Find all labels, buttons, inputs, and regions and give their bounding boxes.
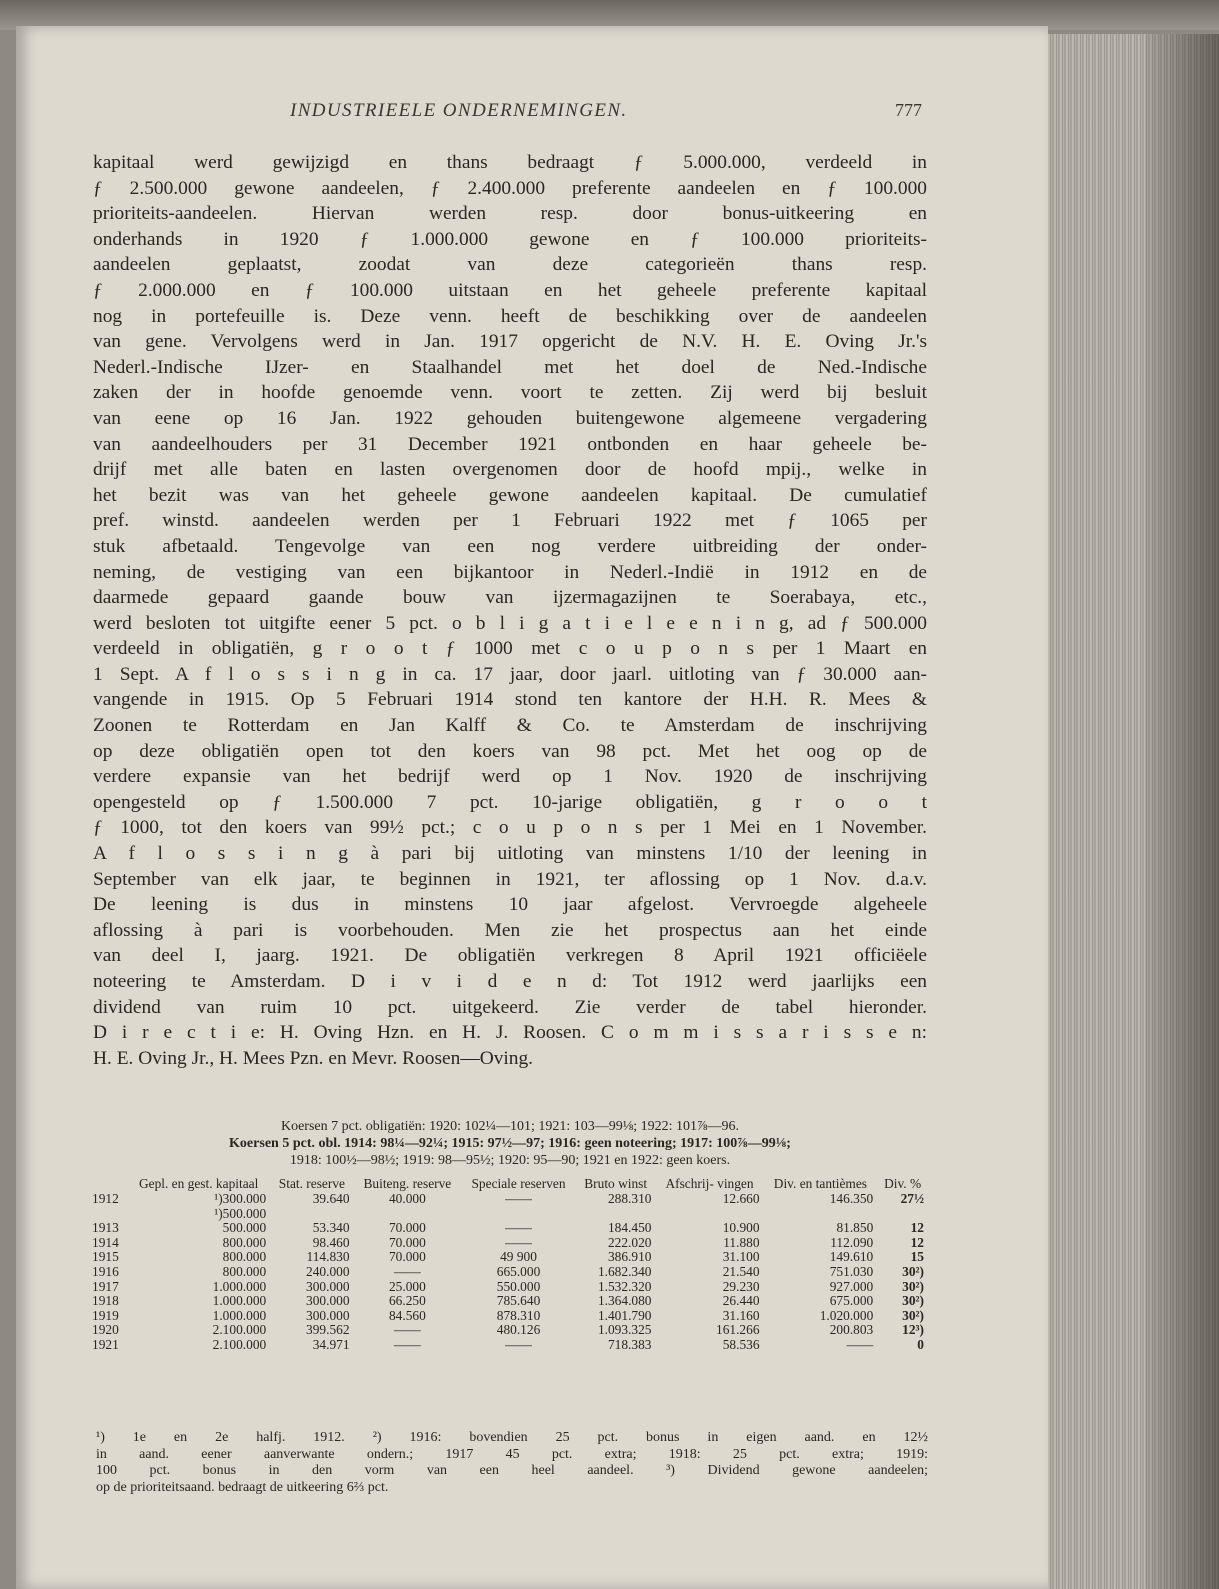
table-cell: ——: [505, 1234, 532, 1250]
text-line: dividend van ruim 10 pct. uitgekeerd. Zie verder de tabel hieronder.: [93, 996, 927, 1018]
footnote-line: 100 pct. bonus in den vorm van een heel aandeel. ³) Dividend gewone aandeelen;: [96, 1463, 928, 1478]
table-cell: 112.090: [830, 1234, 874, 1250]
text-line: van eene op 16 Jan. 1922 gehouden buitengewone algemeene vergadering: [93, 407, 927, 429]
table-cell: 29.230: [722, 1278, 760, 1294]
table-row: [88, 1265, 928, 1280]
table-cell: 1.682.340: [597, 1263, 652, 1279]
table-row: [88, 1309, 928, 1324]
table-cell: 30²): [902, 1263, 924, 1279]
year-cell: [88, 1207, 127, 1222]
text-line: 1 Sept. A f l o s s i n g in ca. 17 jaar, door jaarl. uitloting van ƒ 30.000 aan-: [93, 663, 927, 685]
table-cell: 2.100.000: [212, 1336, 267, 1352]
table-cell: 240.000: [306, 1263, 350, 1279]
koersen-line: 1918: 100½—98½; 1919: 98—95½; 1920: 95—90; 1921 en 1922: geen koers.: [289, 1153, 731, 1168]
table-cell: 300.000: [306, 1307, 350, 1323]
footnote-line: op de prioriteitsaand. bedraagt de uitkeering 6⅔ pct.: [96, 1479, 389, 1495]
text-line: drijf met alle baten en lasten overgenomen door de hoofd mpij., welke in: [93, 459, 927, 481]
year-cell: 1912: [92, 1191, 119, 1206]
table-cell: 81.850: [836, 1220, 874, 1236]
table-cell: [270, 1207, 353, 1222]
running-head: INDUSTRIEELE ONDERNEMINGEN.: [290, 100, 628, 121]
table-cell: 1.020.000: [819, 1307, 874, 1323]
year-cell: 1921: [92, 1336, 119, 1352]
table-cell: 39.640: [312, 1191, 350, 1206]
text-line: zaken der in hoofde genoemde venn. voort te zetten. Zij werd bij besluit: [93, 382, 927, 404]
table-cell: 399.562: [306, 1322, 350, 1338]
table-cell: [576, 1207, 656, 1222]
text-line: werd besloten tot uitgifte eener 5 pct. o b l i g a t i e l e e n i n g, ad ƒ 500.000: [93, 612, 927, 634]
table-cell: 2.100.000: [212, 1322, 267, 1338]
table-cell: 184.450: [607, 1220, 652, 1236]
footnote-line: ¹) 1e en 2e halfj. 1912. ²) 1916: bovendien 25 pct. bonus in eigen aand. en 12½: [96, 1430, 928, 1445]
text-line: kapitaal werd gewijzigd en thans bedraagt ƒ 5.000.000, verdeeld in: [93, 152, 927, 173]
koersen-line: Koersen 5 pct. obl. 1914: 98¼—92¼; 1915: 97½—97; 1916: geen noteering; 1917: 100⅞—99⅛;: [229, 1136, 791, 1151]
table-cell: 58.536: [722, 1336, 760, 1352]
table-cell: ¹)300.000: [214, 1191, 267, 1206]
text-line: verdeeld in obligatiën, g r o o t ƒ 1000 met c o u p o n s per 1 Maart en: [93, 638, 927, 660]
table-cell: 21.540: [722, 1263, 760, 1279]
text-line: op deze obligatiën open tot den koers van 98 pct. Met het oog op de: [93, 740, 927, 762]
table-cell: 25.000: [388, 1278, 426, 1294]
table-cell: ——: [505, 1220, 532, 1236]
table-cell: 98.460: [312, 1234, 350, 1250]
text-line: van gene. Vervolgens werd in Jan. 1917 opgericht de N.V. H. E. Oving Jr.'s: [93, 331, 927, 353]
table-cell: [656, 1207, 764, 1222]
table-cell: 665.000: [496, 1263, 541, 1279]
table-cell: ——: [505, 1191, 532, 1206]
koersen-line: Koersen 7 pct. obligatiën: 1920: 102¼—101; 1921: 103—99⅛; 1922: 101⅞—96.: [280, 1119, 740, 1134]
table-cell: ——: [393, 1263, 421, 1279]
table-cell: 288.310: [607, 1191, 652, 1206]
column-header: Div. en tantièmes: [773, 1176, 867, 1191]
table-cell: 300.000: [306, 1278, 350, 1294]
table-cell: 1.093.325: [597, 1322, 652, 1338]
text-line: A f l o s s i n g à pari bij uitloting van minstens 1/10 der leening in: [93, 843, 927, 865]
table-cell: 70.000: [388, 1249, 426, 1265]
body-text: [93, 150, 927, 1071]
text-line: daarmede gepaard gaande bouw van ijzermagazijnen te Soerabaya, etc.,: [93, 587, 927, 609]
text-line: De leening is dus in minstens 10 jaar afgelost. Vervroegde algeheele: [93, 894, 927, 916]
table-cell: 800.000: [222, 1263, 267, 1279]
table-cell: 31.100: [722, 1249, 760, 1265]
table-cell: 222.020: [607, 1234, 652, 1250]
table-cell: 66.250: [388, 1293, 426, 1309]
table-row: [88, 1338, 928, 1353]
table-cell: 149.610: [829, 1249, 874, 1265]
table-cell: 878.310: [496, 1307, 541, 1323]
column-header: Bruto winst: [584, 1176, 648, 1191]
text-line: het bezit was van het geheele gewone aandeelen kapitaal. De cumulatief: [93, 484, 927, 506]
table-cell: 550.000: [496, 1278, 541, 1294]
table-row: [88, 1236, 928, 1251]
table-cell: ¹)500.000: [214, 1205, 267, 1221]
text-line: opengesteld op ƒ 1.500.000 7 pct. 10-jarige obligatiën, g r o o t: [93, 791, 927, 813]
koersen-block: [90, 1118, 930, 1169]
table-cell: 27½: [900, 1191, 924, 1206]
table-cell: 11.880: [723, 1234, 760, 1250]
table-cell: 1.000.000: [212, 1278, 267, 1294]
text-line: stuk afbetaald. Tengevolge van een nog verdere uitbreiding der onder-: [93, 535, 927, 557]
table-cell: 34.971: [312, 1336, 350, 1352]
text-line: ƒ 2.000.000 en ƒ 100.000 uitstaan en het geheele preferente kapitaal: [93, 279, 927, 301]
table-row: [88, 1280, 928, 1295]
table-cell: ——: [846, 1336, 874, 1352]
table-cell: 0: [917, 1336, 924, 1352]
table-cell: [354, 1207, 462, 1222]
year-cell: 1918: [92, 1293, 119, 1309]
text-line: ƒ 1000, tot den koers van 99½ pct.; c o u p o n s per 1 Mei en 1 November.: [93, 817, 927, 839]
table-cell: 30²): [902, 1278, 924, 1294]
table-cell: 12: [910, 1220, 924, 1236]
text-line: neming, de vestiging van een bijkantoor in Nederl.-Indië in 1912 en de: [93, 561, 927, 583]
table-cell: 500.000: [222, 1220, 267, 1236]
table-cell: 40.000: [388, 1191, 426, 1206]
text-line: nog in portefeuille is. Deze venn. heeft de beschikking over de aandeelen: [93, 305, 927, 327]
table-cell: 10.900: [722, 1220, 760, 1236]
table-cell: 70.000: [388, 1234, 426, 1250]
table-cell: 84.560: [388, 1307, 426, 1323]
table-cell: ——: [393, 1336, 421, 1352]
text-line: verdere expansie van het bedrijf werd op 1 Nov. 1920 de inschrijving: [93, 766, 927, 788]
year-cell: 1920: [92, 1322, 119, 1338]
table-cell: 30²): [902, 1293, 924, 1309]
text-line: noteering te Amsterdam. D i v i d e n d: Tot 1912 werd jaarlijks een: [93, 971, 927, 992]
table-cell: 30²): [902, 1307, 924, 1323]
table-cell: 53.340: [312, 1220, 350, 1236]
text-line: onderhands in 1920 ƒ 1.000.000 gewone en ƒ 100.000 prioriteits-: [93, 228, 927, 250]
table-cell: 1.000.000: [212, 1307, 267, 1323]
table-cell: 800.000: [222, 1249, 267, 1265]
dividend-table: [88, 1176, 928, 1353]
text-line: ƒ 2.500.000 gewone aandeelen, ƒ 2.400.000 preferente aandeelen en ƒ 100.000: [93, 177, 927, 199]
table-cell: 70.000: [388, 1220, 426, 1236]
table-cell: 12: [910, 1234, 924, 1250]
table-row: [88, 1207, 928, 1222]
table-cell: 1.532.320: [597, 1278, 652, 1294]
text-line: vangende in 1915. Op 5 Februari 1914 stond ten kantore der H.H. R. Mees &: [93, 689, 927, 711]
text-line: pref. winstd. aandeelen werden per 1 Februari 1922 met ƒ 1065 per: [93, 510, 927, 532]
table-cell: 114.830: [306, 1249, 350, 1265]
text-line: Zoonen te Rotterdam en Jan Kalff & Co. te Amsterdam de inschrijving: [93, 715, 927, 737]
table-cell: ——: [393, 1322, 421, 1338]
table-cell: 785.640: [496, 1293, 541, 1309]
table-cell: 800.000: [222, 1234, 267, 1250]
footnote-line: in aand. eener aanverwante ondern.; 1917 45 pct. extra; 1918: 25 pct. extra; 1919:: [96, 1446, 928, 1462]
text-line: prioriteits-aandeelen. Hiervan werden resp. door bonus-uitkeering en: [93, 203, 927, 225]
table-cell: 31.160: [722, 1307, 760, 1323]
column-header: [88, 1176, 127, 1192]
column-header: Stat. reserve: [278, 1176, 345, 1191]
text-line: aflossing à pari is voorbehouden. Men zie het prospectus aan het einde: [93, 919, 927, 941]
table-cell: 161.266: [716, 1322, 760, 1338]
table-row: [88, 1192, 928, 1207]
table-cell: 200.803: [829, 1322, 874, 1338]
table-cell: 300.000: [306, 1293, 350, 1309]
table-cell: 927.000: [829, 1278, 874, 1294]
column-header: Speciale reserven: [471, 1176, 566, 1191]
year-cell: 1913: [92, 1220, 119, 1236]
column-header: Buiteng. reserve: [363, 1176, 452, 1191]
table-cell: 26.440: [722, 1293, 760, 1309]
text-line: D i r e c t i e: H. Oving Hzn. en H. J. Roosen. C o m m i s s a r i s s e n:: [93, 1022, 927, 1044]
text-line: van aandeelhouders per 31 December 1921 ontbonden en haar geheele be-: [93, 433, 927, 455]
table-cell: 751.030: [829, 1263, 874, 1279]
table-cell: 718.383: [607, 1336, 652, 1352]
page-number: 777: [895, 100, 922, 120]
table-cell: 146.350: [829, 1191, 874, 1206]
text-line: van deel I, jaarg. 1921. De obligatiën verkregen 8 April 1921 officiëele: [93, 945, 927, 967]
table-cell: 12.660: [722, 1191, 760, 1206]
table-cell: 49 900: [500, 1249, 537, 1265]
table-row: [88, 1221, 928, 1236]
year-cell: 1914: [92, 1234, 119, 1250]
table-header-row: [88, 1176, 928, 1192]
table-cell: 15: [910, 1249, 924, 1265]
table-cell: 480.126: [496, 1322, 541, 1338]
table-cell: 12³): [902, 1322, 924, 1338]
table-cell: 1.000.000: [212, 1293, 267, 1309]
column-header: Gepl. en gest. kapitaal: [138, 1176, 259, 1191]
table-cell: 1.401.790: [597, 1307, 652, 1323]
year-cell: 1915: [92, 1249, 119, 1265]
year-cell: 1917: [92, 1278, 119, 1294]
year-cell: 1919: [92, 1307, 119, 1323]
table-cell: [877, 1207, 928, 1222]
table-row: [88, 1294, 928, 1309]
table-row: [88, 1250, 928, 1265]
table-cell: [764, 1207, 878, 1222]
text-line: H. E. Oving Jr., H. Mees Pzn. en Mevr. Roosen—Oving.: [93, 1047, 534, 1069]
table-row: [88, 1323, 928, 1338]
book-page-edges: [1045, 34, 1219, 1589]
table-cell: 1.364.080: [597, 1293, 652, 1309]
table-cell: ——: [505, 1336, 532, 1352]
column-header: Div. %: [884, 1176, 922, 1191]
table-cell: [461, 1207, 576, 1222]
text-line: aandeelen geplaatst, zoodat van deze categorieën thans resp.: [93, 254, 927, 276]
table-cell: 675.000: [829, 1293, 874, 1309]
table-body: [88, 1192, 928, 1353]
year-cell: 1916: [92, 1263, 119, 1279]
table-cell: 386.910: [607, 1249, 652, 1265]
footnotes: [96, 1430, 928, 1496]
text-line: September van elk jaar, te beginnen in 1921, ter aflossing op 1 Nov. d.a.v.: [93, 868, 927, 890]
column-header: Afschrij- vingen: [665, 1176, 754, 1191]
text-line: Nederl.-Indische IJzer- en Staalhandel met het doel de Ned.-Indische: [93, 356, 927, 378]
